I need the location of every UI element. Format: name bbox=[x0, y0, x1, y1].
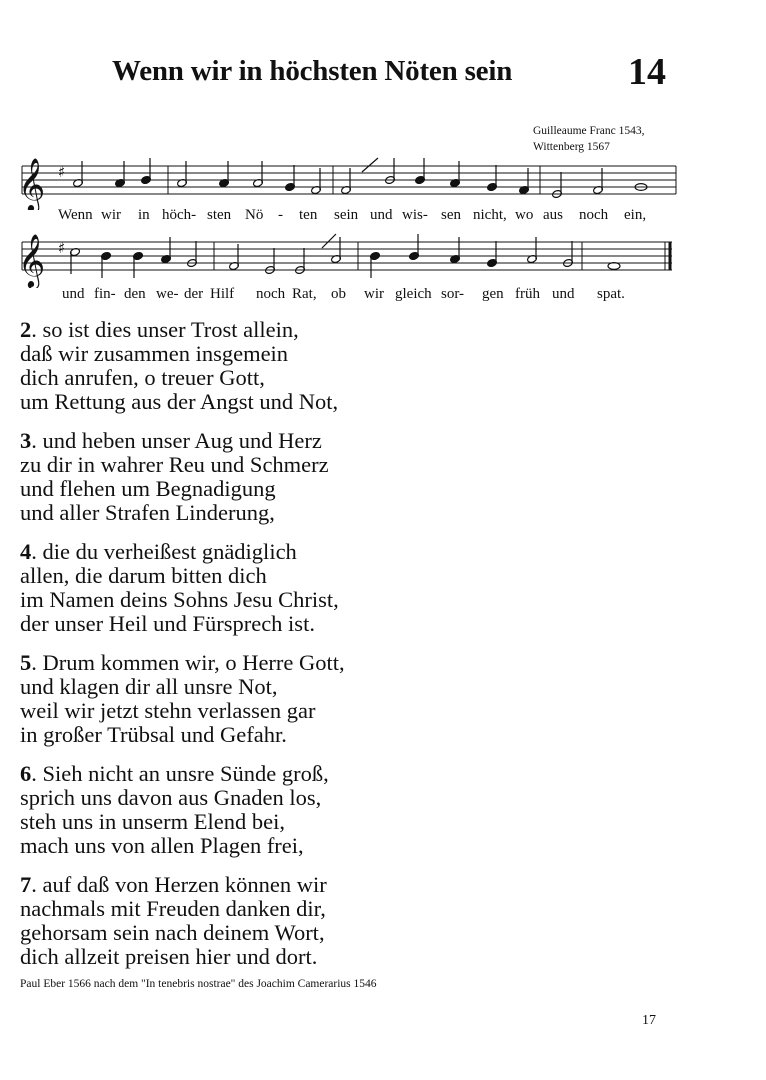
lyric-syllable: Wenn bbox=[58, 207, 93, 223]
lyric-syllable: spat. bbox=[597, 286, 625, 302]
verse-line: und flehen um Begnadigung bbox=[20, 476, 276, 501]
verse-number: 3 bbox=[20, 428, 32, 453]
lyric-syllable: nicht, bbox=[473, 207, 507, 223]
lyric-syllable: sen bbox=[441, 207, 461, 223]
lyric-syllable: ein, bbox=[624, 207, 647, 223]
verse-line bbox=[20, 540, 440, 564]
lyric-syllable: den bbox=[124, 286, 146, 302]
lyric-syllable: ten bbox=[299, 207, 318, 223]
lyric-syllable: Hilf bbox=[210, 286, 235, 302]
lyric-syllable: und bbox=[370, 207, 393, 223]
lyric-syllable: höch- bbox=[162, 207, 197, 223]
verse-line: um Rettung aus der Angst und Not, bbox=[20, 389, 339, 414]
melody-attribution-line: Wittenberg 1567 bbox=[533, 141, 610, 153]
verse-5 bbox=[20, 651, 440, 747]
melody-attribution-line: Guilleaume Franc 1543, bbox=[533, 125, 645, 137]
lyric-syllable: ob bbox=[331, 286, 346, 302]
verse-line: dich allzeit preisen hier und dort. bbox=[20, 944, 318, 969]
verse-line bbox=[20, 762, 440, 786]
verse-line-text: . auf daß von Herzen können wir bbox=[31, 872, 327, 897]
lyric-syllable: gleich bbox=[395, 286, 432, 302]
verse-number: 2 bbox=[20, 317, 32, 342]
lyric-syllable: Rat, bbox=[292, 286, 317, 302]
lyrics-line-2 bbox=[0, 286, 680, 306]
verse-3 bbox=[20, 429, 440, 525]
verse-line bbox=[20, 873, 440, 897]
lyric-syllable: gen bbox=[482, 286, 504, 302]
verse-line bbox=[20, 429, 440, 453]
verse-line: der unser Heil und Fürsprech ist. bbox=[20, 611, 315, 636]
verse-line-text: . und heben unser Aug und Herz bbox=[31, 428, 322, 453]
page-number: 17 bbox=[642, 1013, 656, 1028]
verse-number: 5 bbox=[20, 650, 32, 675]
lyric-syllable: und bbox=[62, 286, 85, 302]
lyrics-line-1 bbox=[0, 207, 680, 227]
lyric-syllable: we- bbox=[156, 286, 179, 302]
verse-line: sprich uns davon aus Gnaden los, bbox=[20, 785, 322, 810]
verse-4 bbox=[20, 540, 440, 636]
verse-line: allen, die darum bitten dich bbox=[20, 563, 267, 588]
verse-line: gehorsam sein nach deinem Wort, bbox=[20, 920, 325, 945]
verse-line-text: . die du verheißest gnädiglich bbox=[31, 539, 297, 564]
verse-line: weil wir jetzt stehn verlassen gar bbox=[20, 698, 316, 723]
hymn-number: 14 bbox=[628, 51, 666, 93]
verse-number: 4 bbox=[20, 539, 32, 564]
lyric-syllable: sein bbox=[334, 207, 359, 223]
verse-line: daß wir zusammen insgemein bbox=[20, 341, 289, 366]
sharp-icon: ♯ bbox=[58, 239, 66, 257]
verse-number: 7 bbox=[20, 872, 32, 897]
verse-line: zu dir in wahrer Reu und Schmerz bbox=[20, 452, 329, 477]
lyric-syllable: - bbox=[278, 207, 283, 223]
lyric-syllable: wo bbox=[515, 207, 534, 223]
treble-clef-icon: 𝄞 bbox=[18, 233, 46, 287]
lyric-syllable: sor- bbox=[441, 286, 465, 302]
verse-line-text: . Sieh nicht an unsre Sünde groß, bbox=[31, 761, 329, 786]
verse-line-text: . Drum kommen wir, o Herre Gott, bbox=[31, 650, 345, 675]
lyric-syllable: sten bbox=[207, 207, 232, 223]
lyric-syllable: in bbox=[138, 207, 150, 223]
music-staff-1 bbox=[0, 150, 700, 210]
lyric-syllable: und bbox=[552, 286, 575, 302]
lyric-syllable: noch bbox=[256, 286, 286, 302]
sharp-icon: ♯ bbox=[58, 163, 66, 181]
lyric-syllable: noch bbox=[579, 207, 609, 223]
lyric-syllable: fin- bbox=[94, 286, 116, 302]
verse-list bbox=[20, 318, 440, 984]
verse-line: in großer Trübsal und Gefahr. bbox=[20, 722, 287, 747]
verse-line: und aller Strafen Linderung, bbox=[20, 500, 275, 525]
verse-6 bbox=[20, 762, 440, 858]
lyric-syllable: aus bbox=[543, 207, 563, 223]
verse-line: steh uns in unserm Elend bei, bbox=[20, 809, 285, 834]
verse-2 bbox=[20, 318, 440, 414]
verse-line: dich anrufen, o treuer Gott, bbox=[20, 365, 265, 390]
verse-line: nachmals mit Freuden danken dir, bbox=[20, 896, 326, 921]
music-staff-2 bbox=[0, 226, 700, 288]
lyric-syllable: der bbox=[184, 286, 204, 302]
verse-7 bbox=[20, 873, 440, 969]
verse-line: mach uns von allen Plagen frei, bbox=[20, 833, 304, 858]
lyric-syllable: wir bbox=[364, 286, 384, 302]
verse-line: im Namen deins Sohns Jesu Christ, bbox=[20, 587, 339, 612]
text-attribution: Paul Eber 1566 nach dem "In tenebris nostrae" des Joachim Camerarius 1546 bbox=[20, 978, 377, 990]
verse-line: und klagen dir all unsre Not, bbox=[20, 674, 278, 699]
verse-number: 6 bbox=[20, 761, 32, 786]
verse-line bbox=[20, 318, 440, 342]
lyric-syllable: wir bbox=[101, 207, 121, 223]
lyric-syllable: früh bbox=[515, 286, 540, 302]
verse-line bbox=[20, 651, 440, 675]
treble-clef-icon: 𝄞 bbox=[18, 157, 46, 210]
lyric-syllable: Nö bbox=[245, 207, 264, 223]
verse-line-text: . so ist dies unser Trost allein, bbox=[31, 317, 299, 342]
hymn-title: Wenn wir in höchsten Nöten sein bbox=[112, 55, 513, 87]
lyric-syllable: wis- bbox=[402, 207, 428, 223]
